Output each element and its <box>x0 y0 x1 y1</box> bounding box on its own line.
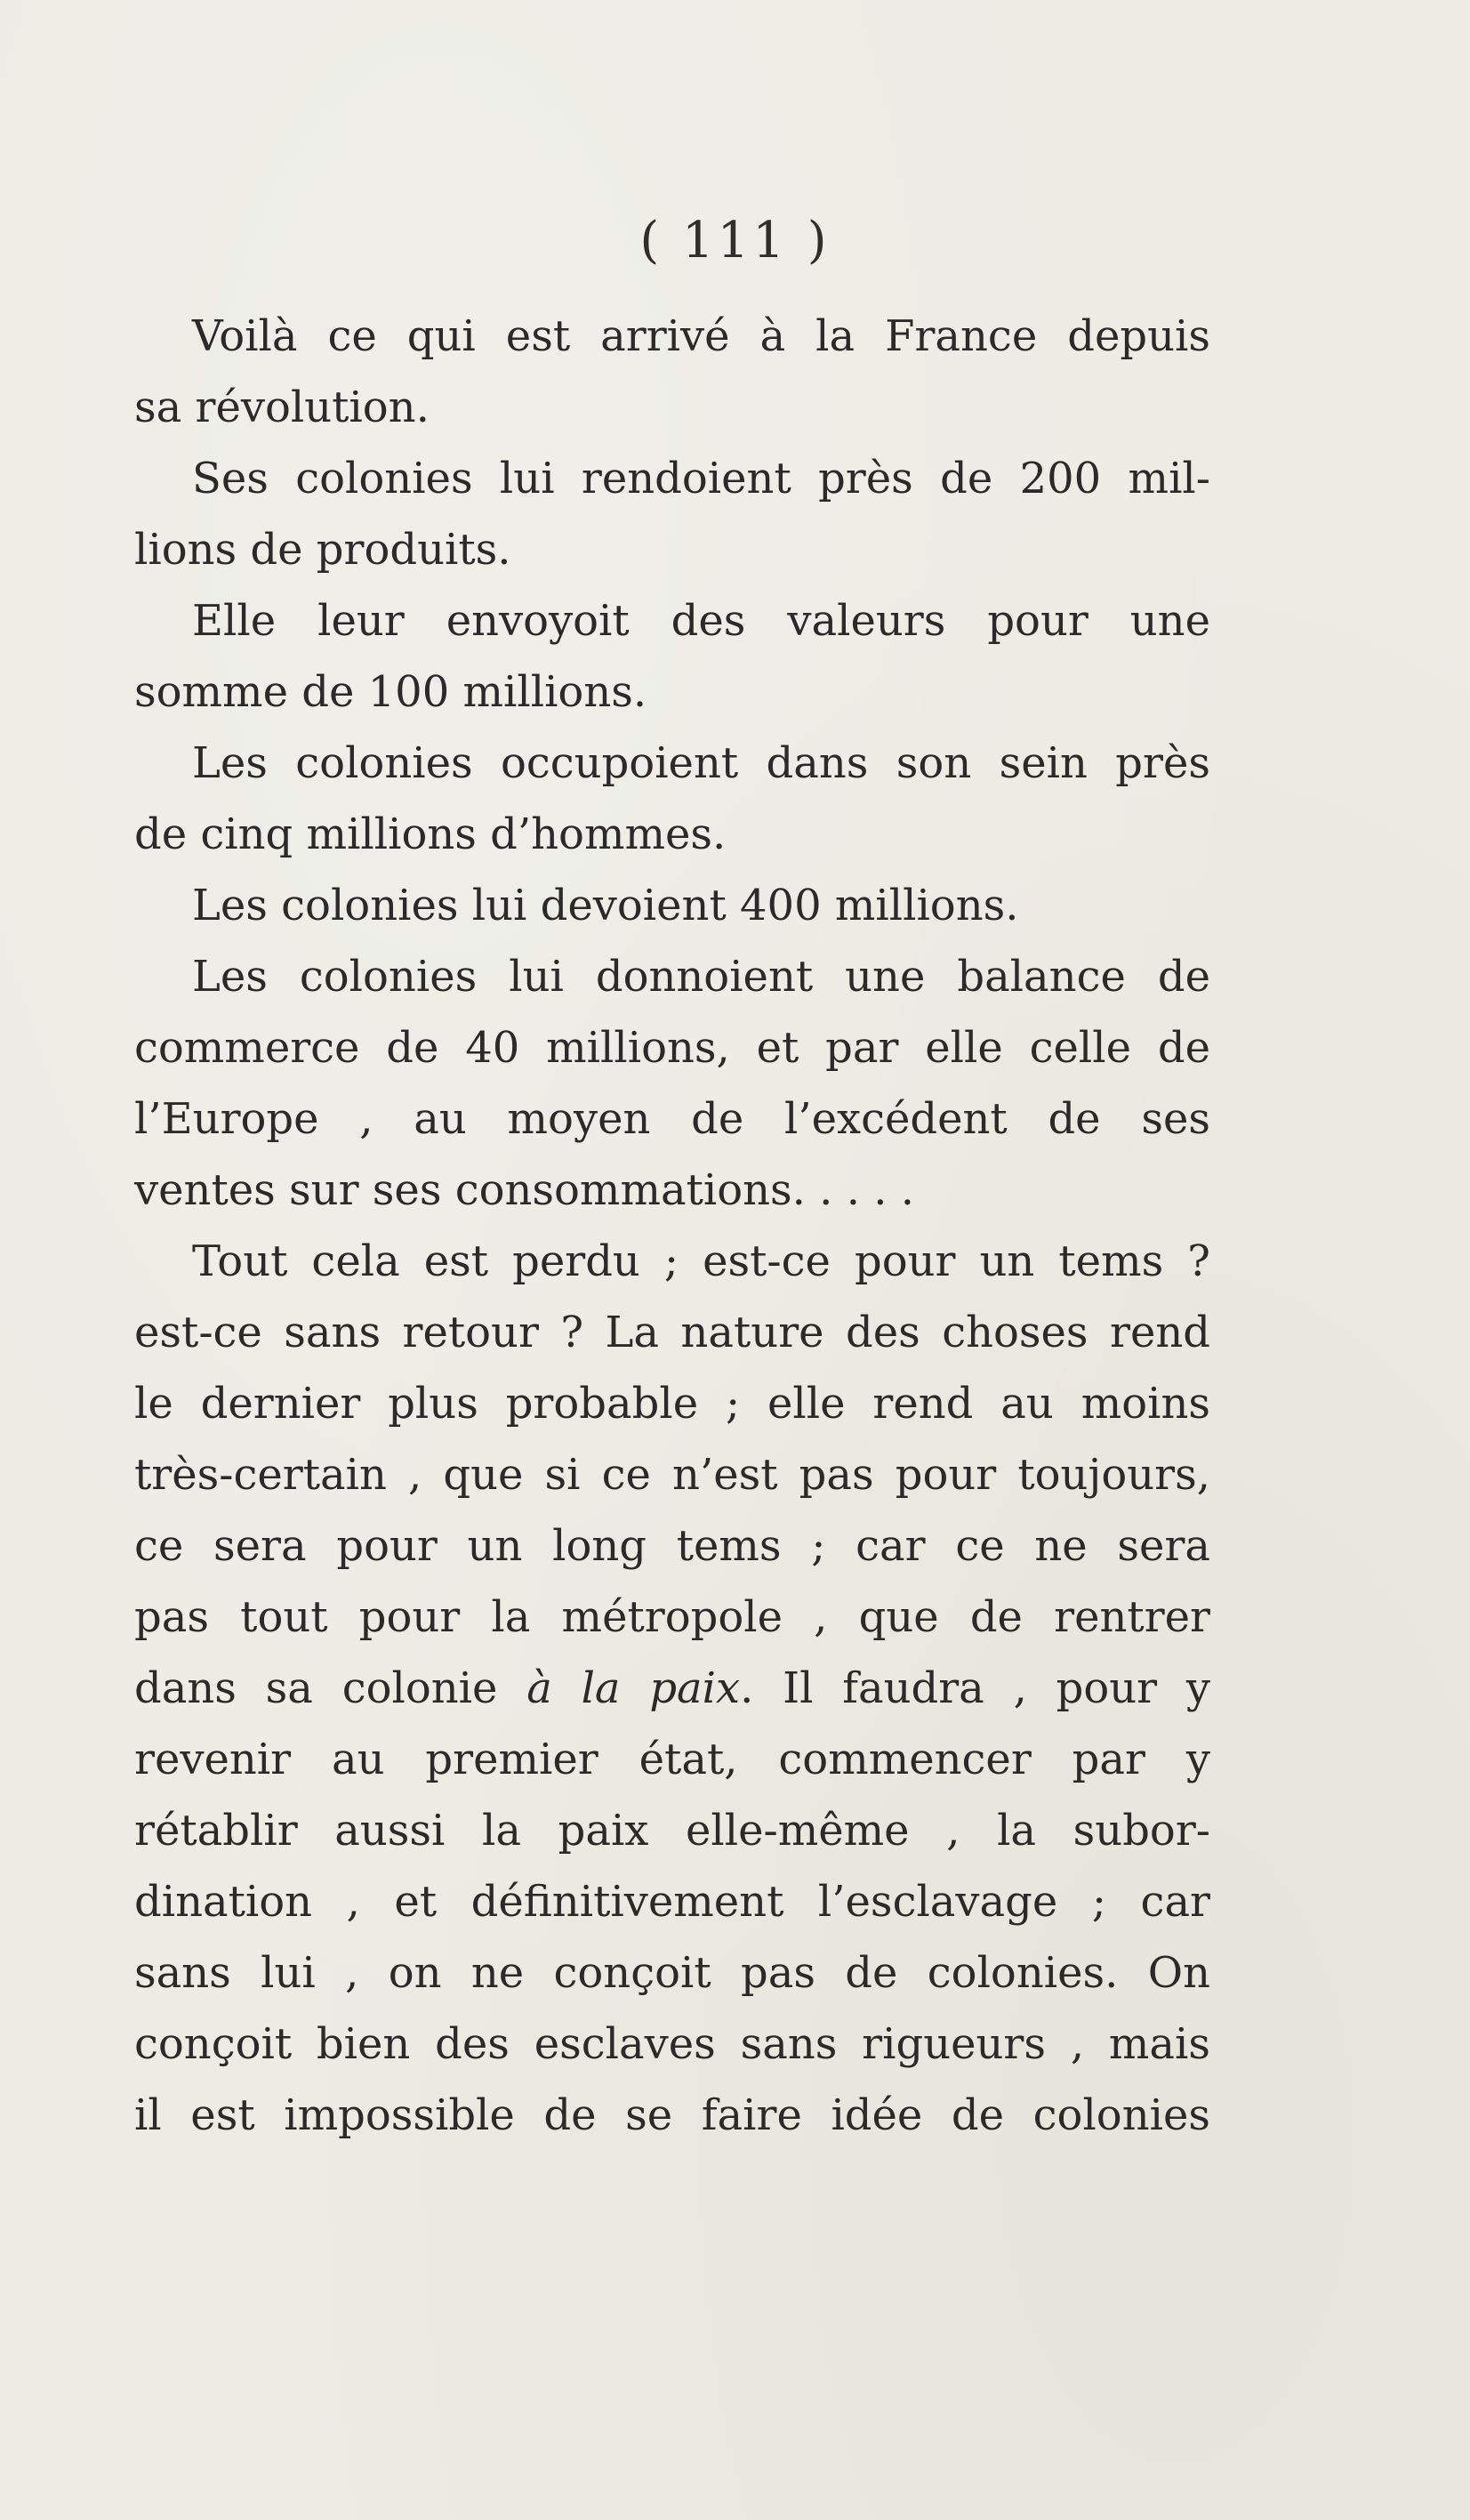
text-line: Tout cela est perdu ; est-ce pour un tems ? <box>192 1236 1210 1286</box>
text-line: ce sera pour un long tems ; car ce ne sera <box>134 1521 1210 1571</box>
text-line: sans lui , on ne conçoit pas de colonies. On <box>134 1948 1210 1998</box>
text-line: commerce de 40 millions, et par elle celle de <box>134 1023 1210 1073</box>
italic-phrase: à la paix <box>526 1663 741 1713</box>
text-line: de cinq millions d’hommes. <box>134 809 727 859</box>
text-line: il est impossible de se faire idée de colonies <box>134 2090 1210 2140</box>
text-line: revenir au premier état, commencer par y <box>134 1735 1210 1784</box>
text-line: somme de 100 millions. <box>134 667 647 717</box>
text-line: Elle leur envoyoit des valeurs pour une <box>192 596 1210 646</box>
text-line: très-certain , que si ce n’est pas pour toujours, <box>134 1450 1210 1500</box>
text-line: Voilà ce qui est arrivé à la France depuis <box>192 311 1210 361</box>
text-line-with-italic <box>134 1653 1210 1724</box>
text-segment: . Il faudra , pour y <box>740 1663 1210 1713</box>
text-line: dination , et définitivement l’esclavage ; car <box>134 1877 1210 1927</box>
text-line: conçoit bien des esclaves sans rigueurs , mais <box>134 2019 1210 2069</box>
text-line: Ses colonies lui rendoient près de 200 mil- <box>192 454 1210 503</box>
text-line: pas tout pour la métropole , que de rentrer <box>134 1592 1210 1642</box>
page-number: ( 111 ) <box>639 212 831 270</box>
text-line: lions de produits. <box>134 525 511 575</box>
text-line: Les colonies lui devoient 400 millions. <box>192 881 1019 930</box>
text-line: rétablir aussi la paix elle-même , la subor- <box>134 1806 1210 1856</box>
text-line: l’Europe , au moyen de l’excédent de ses <box>134 1094 1210 1144</box>
text-line: est-ce sans retour ? La nature des choses rend <box>134 1308 1210 1357</box>
text-line: Les colonies occupoient dans son sein près <box>192 738 1210 788</box>
body-text <box>134 301 1210 2151</box>
text-line: sa révolution. <box>134 382 430 432</box>
text-line: le dernier plus probable ; elle rend au moins <box>134 1379 1210 1429</box>
text-segment: dans sa colonie <box>134 1663 527 1713</box>
text-line: ventes sur ses consommations. . . . . <box>134 1165 914 1215</box>
text-line: Les colonies lui donnoient une balance de <box>192 952 1210 1002</box>
